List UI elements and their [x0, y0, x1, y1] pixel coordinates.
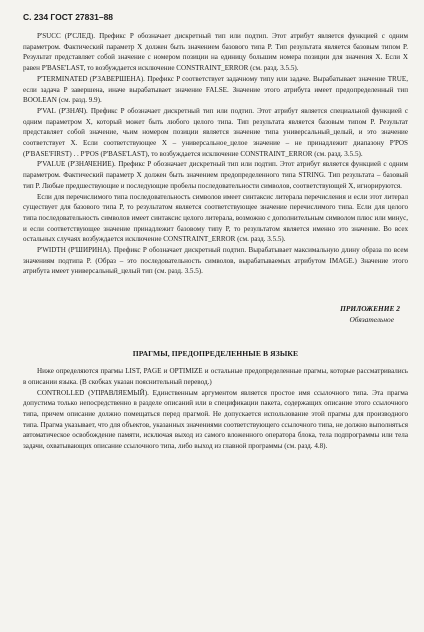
- page-header: С. 234 ГОСТ 27831–88: [23, 12, 114, 22]
- paragraph-value: P'VALUE (P'ЗНАЧЕНИЕ). Префикс P обозначает дискретный тип или подтип. Этот атрибут является функцией с одним параметром. Фактический параметр X должен быть значением предопределенного типа STRING. Тип результата – базовый тип P. Любые предшествующие и последующие пробелы последовательности символов, соответствующей X, игнорируются.: [23, 160, 408, 190]
- paragraph-succ: P'SUCC (P'СЛЕД). Префикс P обозначает дискретный тип или подтип. Этот атрибут является функцией с одним параметром. Фактический параметр X должен быть значением базового типа P. Тип результата является базовым типом P. Результат представляет собой значение с номером позиции на единицу большим номера позиции для значения X. Если X равен P'BASE'LAST, то возбуждается исключение CONSTRAINT_ERROR (см. разд. 3.5.5).: [23, 32, 408, 73]
- paragraph-terminated: P'TERMINATED (P'ЗАВЕРШЕНА). Префикс P соответствует задачному типу или задаче. Вырабатывает значение TRUE, если задача P завершена, иначе вырабатывает значение FALSE. Значение этого атрибута имеет предопределенный тип BOOLEAN (см. разд. 9.9).: [23, 74, 408, 105]
- section-title: ПРАГМЫ, ПРЕДОПРЕДЕЛЕННЫЕ В ЯЗЫКЕ: [132, 349, 299, 359]
- paragraph-width: P'WIDTH (P'ШИРИНА). Префикс P обозначает дискретный подтип. Вырабатывает максимальную длину образа по всем значениям подтипа P. (Образ – это последовательность символов, вырабатываемых атрибутом IMAGE.) Значение этого атрибута имеет универсальный_целый тип (см. разд. 3.5.5).: [23, 246, 408, 276]
- paragraph-val: P'VAL (P'ЗНАЧ). Префикс P обозначает дискретный тип или подтип. Этот атрибут является специальной функцией с одним параметром X, который может быть любого целого типа. Тип результата является базовым типом P. Результат представляет собой значение, чьим номером позиции является значение типа универсальный_целый, и это значение соответствует X. Если соответствующее X – универсальное_целое значение – не принадлежит диапазону P'POS (P'BASE'FIRST) . . P'POS (P'BASE'LAST), то возбуждается исключение CONSTRAINT_ERROR (см. разд. 3.5.5).: [23, 106, 408, 158]
- paragraph-pragmas-intro: Ниже определяются прагмы LIST, PAGE и OPTIMIZE и остальные предопределенные прагмы, которые рассматривались в описании языка. (В скобках указан пояснительный перевод.): [23, 367, 408, 386]
- appendix-subtitle: Обязательное: [349, 315, 394, 325]
- appendix-heading: [23, 303, 408, 325]
- appendix-title: ПРИЛОЖЕНИЕ 2: [340, 304, 400, 314]
- paragraph-value-continued: Если для перечислимого типа последовательность символов имеет синтаксис литерала перечисления и если этот литерал существует для базового типа P, то результатом является соответствующее значение перечислимого типа. Если для целого типа последовательность символов имеет синтаксис целого литерала, возможно с дополнительным символом плюс или минус, и если соответствующее значение принадлежит базовому типу P, то результатом является именно это значение. Во всех остальных случаях возбуждается исключение CONSTRAINT_ERROR (см. разд. 3.5.5).: [23, 192, 408, 244]
- paragraph-controlled: CONTROLLED (УПРАВЛЯЕМЫЙ). Единственным аргументом является простое имя ссылочного типа. Эта прагма допустима только непосредственно в разделе описаний или в спецификации пакета, содержащих описание этого ссылочного типа, причем описание должно помещаться перед прагмой. Не допускается использование этой прагмы для производного типа. Прагма указывает, что для объектов, указанных значениями соответствующего ссылочного типа, не должно выполняться автоматическое освобождение памяти, исключая выход из самого вложенного оператора блока, тела подпрограммы или тела задачи, охватывающих описание ссылочного типа, либо выход из главной программы (см. разд. 4.8).: [23, 388, 408, 451]
